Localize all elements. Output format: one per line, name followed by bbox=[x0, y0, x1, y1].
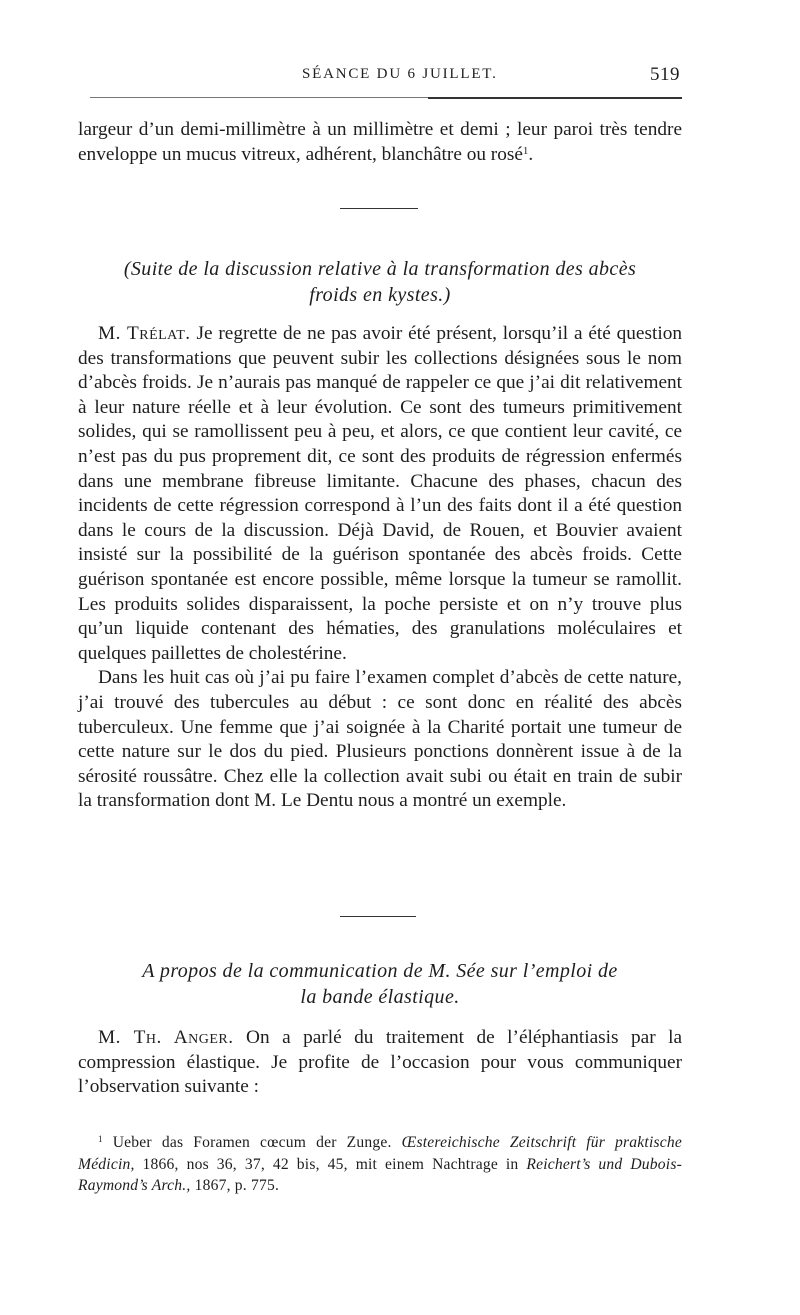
running-header bbox=[78, 66, 682, 90]
footnote-text: 1866, nos 36, 37, 42 bis, 45, mit einem Nachtrage in bbox=[142, 1155, 519, 1173]
footnote-text: Ueber das Foramen cœcum der Zunge. bbox=[112, 1134, 392, 1151]
section-separator bbox=[340, 208, 418, 209]
opening-paragraph bbox=[78, 118, 682, 167]
paragraph-text: Je regrette de ne pas avoir été présent, lorsqu’il a été question des transformations que peuvent subir les collections désignées sous le nom d’abcès froids. Je n’aurais pas manqué de rappeler ce que j’ai dit relativement à leur nature réelle et à leur évolution. Ce sont des tumeurs primitivement solides, qui se ramollissent peu à peu, et alors, ce que contient leur cavité, ce n’est pas du pus proprement dit, ce sont des produits de régression enfermés dans une membrane fibreuse limitante. Chacune des phases, chacun des incidents de cette régression correspond à l’un des faits dont il a été question dans le cours de la discussion. Déjà David, de Rouen, et Bouvier avaient insisté sur la possibilité de la guérison spontanée des abcès froids. Cette guérison spontanée est encore possible, même lorsque la tumeur se ramollit. Les produits solides disparaissent, la poche persiste et on n’y trouve plus qu’un liquide contenant des hématies, des granulations moléculaires et quelques paillettes de cholestérine. bbox=[78, 323, 682, 664]
paragraph-text: On a parlé du traitement de l’éléphantiasis par la compression élastique. Je profite de l’occasion pour vous communiquer l’observation suivante : bbox=[78, 1027, 683, 1098]
opening-end: . bbox=[528, 143, 534, 165]
section-title-discussion bbox=[78, 256, 682, 308]
paragraph-trelat bbox=[78, 322, 682, 666]
section-title-bande-elastique bbox=[78, 958, 682, 1010]
footnote-journal: Reichert’s und Dubois-Raymond’s Arch., bbox=[78, 1155, 682, 1194]
speaker-name: M. Th. Anger. bbox=[98, 1027, 234, 1048]
opening-paragraph-block bbox=[78, 118, 682, 167]
speaker-name: M. Trélat. bbox=[98, 323, 191, 344]
discussion-body bbox=[78, 322, 682, 814]
header-rule-thick bbox=[428, 97, 682, 99]
anger-body bbox=[78, 1026, 682, 1100]
footnote-journal: Œstereichische Zeitschrift für praktische Médicin, bbox=[78, 1134, 682, 1173]
section-title-line: froids en kystes.) bbox=[309, 284, 451, 306]
footnote-reference: 1 bbox=[522, 144, 529, 157]
footnote-text: 1867, p. 775. bbox=[194, 1177, 280, 1194]
opening-text: largeur d’un demi-millimètre à un millimètre et demi ; leur paroi très tendre enveloppe un mucus vitreux, adhérent, blanchâtre ou rosé bbox=[78, 119, 682, 165]
section-title-line: (Suite de la discussion relative à la transformation des abcès bbox=[123, 258, 637, 280]
book-page bbox=[78, 0, 682, 1315]
footnote-marker: 1 bbox=[98, 1134, 103, 1144]
header-title: SÉANCE DU 6 JUILLET. bbox=[302, 66, 498, 82]
paragraph-anger bbox=[78, 1026, 682, 1100]
footnote bbox=[78, 1132, 682, 1197]
page-number: 519 bbox=[650, 64, 680, 85]
section-title-line: la bande élastique. bbox=[300, 986, 460, 1008]
section-title-line: A propos de la communication de M. Sée sur l’emploi de bbox=[142, 960, 618, 982]
paragraph-trelat-continued: Dans les huit cas où j’ai pu faire l’examen complet d’abcès de cette nature, j’ai trouvé des tubercules au début : ce sont donc en réalité des abcès tuberculeux. Une femme que j’ai soignée à la Charité portait une tumeur de cette nature sur le dos du pied. Plusieurs ponctions donnèrent issue à de la sérosité roussâtre. Chez elle la collection avait subi ou était en train de subir la transformation dont M. Le Dentu nous a montré un exemple. bbox=[78, 667, 682, 812]
section-separator bbox=[340, 916, 416, 917]
